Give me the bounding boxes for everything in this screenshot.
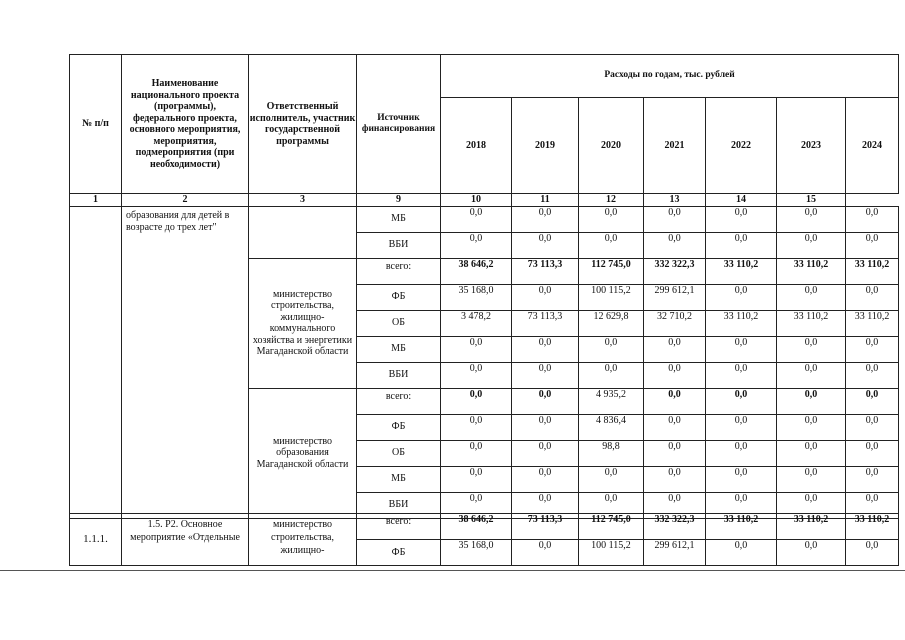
- value-cell: 0,0: [846, 540, 899, 566]
- value-cell: 0,0: [579, 466, 644, 492]
- value-cell: 0,0: [441, 362, 512, 388]
- value-cell: 33 110,2: [706, 310, 777, 336]
- value-cell: 0,0: [777, 336, 846, 362]
- value-cell: 0,0: [441, 206, 512, 232]
- source-cell: ОБ: [357, 310, 441, 336]
- header-year: 2019: [512, 98, 579, 194]
- source-cell: ОБ: [357, 440, 441, 466]
- source-cell: ФБ: [357, 414, 441, 440]
- source-cell: всего:: [357, 388, 441, 414]
- value-cell: 100 115,2: [579, 284, 644, 310]
- source-cell: ФБ: [357, 540, 441, 566]
- value-cell: 0,0: [644, 492, 706, 518]
- page-bottom-margin: [0, 571, 905, 640]
- executor-cell-empty: [249, 206, 357, 258]
- item-number: 1.1.1.: [70, 514, 122, 566]
- value-cell: 0,0: [644, 206, 706, 232]
- value-cell: 0,0: [644, 414, 706, 440]
- executor-cell: министерство образования Магаданской области: [249, 388, 357, 518]
- value-cell: 0,0: [579, 206, 644, 232]
- column-number-row: [70, 194, 899, 207]
- value-cell: 0,0: [579, 232, 644, 258]
- value-cell: 0,0: [644, 232, 706, 258]
- value-cell: 0,0: [777, 492, 846, 518]
- value-cell: 0,0: [579, 336, 644, 362]
- source-cell: ВБИ: [357, 232, 441, 258]
- value-cell: 35 168,0: [441, 540, 512, 566]
- value-cell: 73 113,3: [512, 258, 579, 284]
- value-cell: 73 113,3: [512, 514, 579, 540]
- value-cell: 3 478,2: [441, 310, 512, 336]
- value-cell: 0,0: [512, 232, 579, 258]
- table-row: [70, 206, 899, 232]
- header-year: 2022: [706, 98, 777, 194]
- executor-cell: министерство строительства, жилищно-: [249, 514, 357, 566]
- budget-table: [69, 54, 899, 519]
- column-number: 12: [579, 194, 644, 207]
- value-cell: 0,0: [706, 440, 777, 466]
- value-cell: 0,0: [777, 440, 846, 466]
- value-cell: 112 745,0: [579, 258, 644, 284]
- value-cell: 0,0: [706, 362, 777, 388]
- value-cell: 0,0: [846, 466, 899, 492]
- value-cell: 0,0: [441, 232, 512, 258]
- column-number: 11: [512, 194, 579, 207]
- table-row: [70, 514, 899, 540]
- column-number: 1: [70, 194, 122, 207]
- value-cell: 33 110,2: [846, 514, 899, 540]
- value-cell: 0,0: [706, 206, 777, 232]
- value-cell: 0,0: [706, 284, 777, 310]
- column-number: 9: [357, 194, 441, 207]
- value-cell: 0,0: [846, 206, 899, 232]
- header-year: 2021: [644, 98, 706, 194]
- value-cell: 0,0: [512, 388, 579, 414]
- budget-table-next-item: [69, 513, 899, 566]
- value-cell: 0,0: [441, 466, 512, 492]
- value-cell: 32 710,2: [644, 310, 706, 336]
- value-cell: 0,0: [777, 232, 846, 258]
- value-cell: 0,0: [512, 540, 579, 566]
- value-cell: 38 646,2: [441, 258, 512, 284]
- value-cell: 0,0: [706, 388, 777, 414]
- header-project-name: Наименование национального проекта (программы), федерального проекта, основного мероприятия, мероприятия, подмероприятия (при необходимости): [122, 55, 249, 194]
- value-cell: 0,0: [777, 388, 846, 414]
- value-cell: 0,0: [846, 388, 899, 414]
- value-cell: 33 110,2: [846, 310, 899, 336]
- value-cell: 112 745,0: [579, 514, 644, 540]
- value-cell: 0,0: [644, 362, 706, 388]
- number-cell-empty: [70, 206, 122, 518]
- value-cell: 0,0: [846, 284, 899, 310]
- source-cell: ВБИ: [357, 492, 441, 518]
- page-edge-line: [0, 570, 905, 571]
- value-cell: 100 115,2: [579, 540, 644, 566]
- header-year: 2020: [579, 98, 644, 194]
- value-cell: 0,0: [441, 388, 512, 414]
- value-cell: 33 110,2: [706, 258, 777, 284]
- value-cell: 35 168,0: [441, 284, 512, 310]
- value-cell: 0,0: [512, 492, 579, 518]
- header-expenses: Расходы по годам, тыс. рублей: [441, 55, 899, 98]
- value-cell: 0,0: [644, 466, 706, 492]
- value-cell: 0,0: [644, 440, 706, 466]
- value-cell: 0,0: [777, 206, 846, 232]
- executor-cell: министерство строительства, жилищно-коммунального хозяйства и энергетики Магаданской области: [249, 258, 357, 388]
- column-number: 3: [249, 194, 357, 207]
- header-source: Источник финансирования: [357, 55, 441, 194]
- source-cell: МБ: [357, 336, 441, 362]
- value-cell: 0,0: [644, 388, 706, 414]
- value-cell: 4 935,2: [579, 388, 644, 414]
- value-cell: 33 110,2: [846, 258, 899, 284]
- source-cell: всего:: [357, 258, 441, 284]
- value-cell: 73 113,3: [512, 310, 579, 336]
- value-cell: 0,0: [846, 414, 899, 440]
- column-number: 10: [441, 194, 512, 207]
- column-number: 13: [644, 194, 706, 207]
- value-cell: 299 612,1: [644, 540, 706, 566]
- value-cell: 0,0: [777, 540, 846, 566]
- value-cell: 0,0: [512, 440, 579, 466]
- source-cell: ВБИ: [357, 362, 441, 388]
- column-number: 15: [777, 194, 846, 207]
- header-year: 2018: [441, 98, 512, 194]
- value-cell: 332 322,3: [644, 514, 706, 540]
- value-cell: 332 322,3: [644, 258, 706, 284]
- value-cell: 98,8: [579, 440, 644, 466]
- value-cell: 0,0: [441, 414, 512, 440]
- value-cell: 0,0: [777, 362, 846, 388]
- value-cell: 0,0: [777, 414, 846, 440]
- value-cell: 0,0: [512, 362, 579, 388]
- value-cell: 0,0: [706, 492, 777, 518]
- value-cell: 0,0: [441, 492, 512, 518]
- value-cell: 0,0: [706, 232, 777, 258]
- project-name-continued: образования для детей в возрасте до трех лет": [122, 206, 249, 518]
- value-cell: 0,0: [441, 440, 512, 466]
- header-year: 2024: [846, 98, 899, 194]
- value-cell: 0,0: [706, 540, 777, 566]
- header-year: 2023: [777, 98, 846, 194]
- value-cell: 0,0: [777, 466, 846, 492]
- value-cell: 0,0: [846, 440, 899, 466]
- value-cell: 33 110,2: [777, 514, 846, 540]
- value-cell: 4 836,4: [579, 414, 644, 440]
- value-cell: 38 646,2: [441, 514, 512, 540]
- value-cell: 0,0: [846, 336, 899, 362]
- header-executor: Ответственный исполнитель, участник государственной программы: [249, 55, 357, 194]
- value-cell: 0,0: [579, 492, 644, 518]
- source-cell: ФБ: [357, 284, 441, 310]
- value-cell: 0,0: [512, 336, 579, 362]
- value-cell: 0,0: [512, 414, 579, 440]
- header-number: № п/п: [70, 55, 122, 194]
- project-name: 1.5. Р2. Основное мероприятие «Отдельные: [122, 514, 249, 566]
- column-number: 2: [122, 194, 249, 207]
- value-cell: 0,0: [846, 492, 899, 518]
- value-cell: 0,0: [441, 336, 512, 362]
- value-cell: 33 110,2: [777, 258, 846, 284]
- value-cell: 0,0: [846, 232, 899, 258]
- value-cell: 33 110,2: [777, 310, 846, 336]
- value-cell: 33 110,2: [706, 514, 777, 540]
- value-cell: 12 629,8: [579, 310, 644, 336]
- value-cell: 0,0: [706, 414, 777, 440]
- value-cell: 0,0: [512, 284, 579, 310]
- value-cell: 0,0: [512, 466, 579, 492]
- value-cell: 0,0: [777, 284, 846, 310]
- source-cell: всего:: [357, 514, 441, 540]
- column-number: 14: [706, 194, 777, 207]
- value-cell: 299 612,1: [644, 284, 706, 310]
- value-cell: 0,0: [846, 362, 899, 388]
- source-cell: МБ: [357, 466, 441, 492]
- value-cell: 0,0: [706, 466, 777, 492]
- value-cell: 0,0: [706, 336, 777, 362]
- value-cell: 0,0: [579, 362, 644, 388]
- value-cell: 0,0: [512, 206, 579, 232]
- source-cell: МБ: [357, 206, 441, 232]
- value-cell: 0,0: [644, 336, 706, 362]
